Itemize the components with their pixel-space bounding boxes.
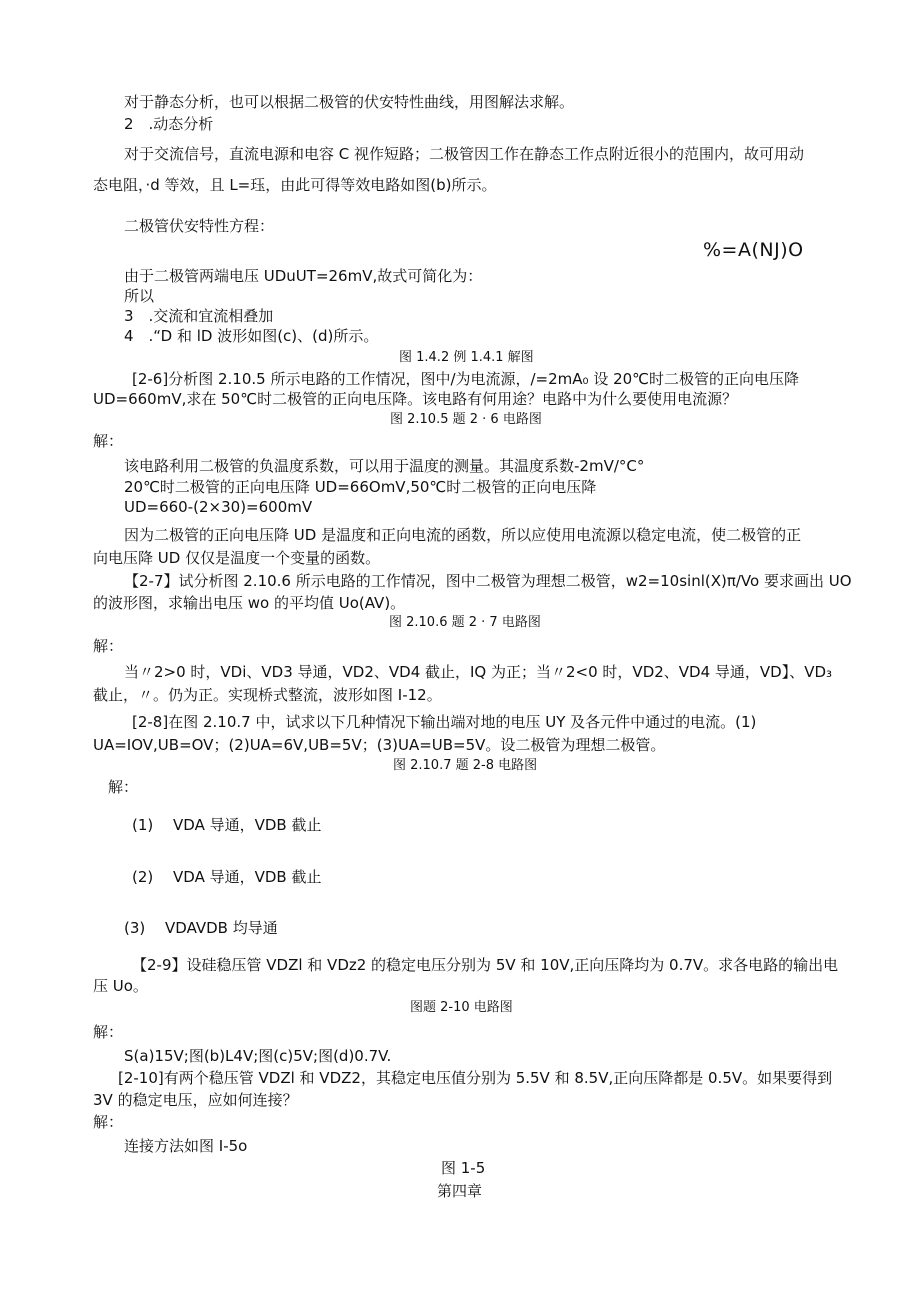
section-heading: 3 .交流和宜流相叠加 <box>124 307 274 325</box>
figure-caption: 图 2.10.6 题 2 · 7 电路图 <box>389 615 541 630</box>
list-item: (2) VDA 导通，VDB 截止 <box>132 868 322 886</box>
text-line: S(a)15V;图(b)L4V;图(c)5V;图(d)0.7V. <box>124 1047 392 1065</box>
answer-label: 解： <box>93 637 124 655</box>
text-line: 对于交流信号，直流电源和电容 C 视作短路；二极管因工作在静态工作点附近很小的范围内，故可用动 <box>124 145 805 163</box>
text-line: [2-8]在图 2.10.7 中，试求以下几种情况下输出端对地的电压 UY 及各元件中通过的电流。(1) <box>132 713 757 731</box>
text-line: 压 Uo。 <box>93 977 148 995</box>
text-line: 态电阻，·d 等效，且 L=珏，由此可得等效电路如图(b)所示。 <box>93 176 497 194</box>
answer-label: 解： <box>108 778 139 796</box>
text-line: 【2-7】试分析图 2.10.6 所示电路的工作情况，图中二极管为理想二极管，w2=10sinl(X)π/Vo 要求画出 UO <box>124 572 852 590</box>
answer-label: 解： <box>93 432 124 450</box>
figure-caption: 图 1-5 <box>441 1159 486 1177</box>
text-line: 20℃时二极管的正向电压降 UD=66OmV,50℃时二极管的正向电压降 <box>124 478 597 496</box>
section-heading: 4 .“D 和 lD 波形如图(c)、(d)所示。 <box>124 327 379 345</box>
text-line: UD=660mV,求在 50℃时二极管的正向电压降。该电路有何用途？电路中为什么要使用电流源？ <box>93 390 738 408</box>
text-line: UA=IOV,UB=OV；(2)UA=6V,UB=5V；(3)UA=UB=5V。设二极管为理想二极管。 <box>93 736 666 754</box>
text-line: 连接方法如图 I-5o <box>124 1137 248 1155</box>
text-line: 由于二极管两端电压 UDuUT=26mV,故式可简化为： <box>124 267 483 285</box>
equation: %=A(NJ)O <box>703 239 804 261</box>
answer-label: 解： <box>93 1023 124 1041</box>
text-line: 【2-9】设硅稳压管 VDZl 和 VDz2 的稳定电压分别为 5V 和 10V,正向压降均为 0.7V。求各电路的输出电 <box>132 956 839 974</box>
text-line: 3V 的稳定电压，应如何连接？ <box>93 1091 298 1109</box>
text-line: [2-6]分析图 2.10.5 所示电路的工作情况，图中/为电流源，/=2mA₀ 设 20℃时二极管的正向电压降 <box>132 370 800 388</box>
text-line: [2-10]有两个稳压管 VDZl 和 VDZ2，其稳定电压值分别为 5.5V 和 8.5V,正向压降都是 0.5V。如果要得到 <box>118 1069 833 1087</box>
text-line: 对于静态分析，也可以根据二极管的伏安特性曲线，用图解法求解。 <box>124 93 575 111</box>
text-line: 的波形图，求输出电压 wo 的平均值 Uo(AV)。 <box>93 594 406 612</box>
text-line: 二极管伏安特性方程： <box>124 217 275 235</box>
text-line: UD=660-(2×30)=600mV <box>124 498 313 516</box>
figure-caption: 图 2.10.5 题 2 · 6 电路图 <box>390 412 542 427</box>
text-line: 所以 <box>124 287 155 305</box>
text-line: 截止，〃。仍为正。实现桥式整流，波形如图 I-12。 <box>93 686 442 704</box>
text-line: 因为二极管的正向电压降 UD 是温度和正向电流的函数，所以应使用电流源以稳定电流，使二极管的正 <box>124 526 802 544</box>
figure-caption: 图题 2-10 电路图 <box>410 1000 513 1015</box>
text-line: 该电路利用二极管的负温度系数，可以用于温度的测量。其温度系数-2mV/°C° <box>124 457 645 475</box>
figure-caption: 图 2.10.7 题 2-8 电路图 <box>393 758 538 773</box>
text-line: 当〃2>0 时，VDi、VD3 导通，VD2、VD4 截止，IQ 为正；当〃2<0 时，VD2、VD4 导通，VD】、VD₃ <box>124 663 833 681</box>
text-line: 向电压降 UD 仅仅是温度一个变量的函数。 <box>93 549 381 567</box>
chapter-heading: 第四章 <box>437 1182 483 1200</box>
list-item: (1) VDA 导通，VDB 截止 <box>132 816 322 834</box>
section-heading: 2 .动态分析 <box>124 115 214 133</box>
list-item: (3) VDAVDB 均导通 <box>124 919 278 937</box>
figure-caption: 图 1.4.2 例 1.4.1 解图 <box>399 350 534 365</box>
answer-label: 解： <box>93 1113 124 1131</box>
